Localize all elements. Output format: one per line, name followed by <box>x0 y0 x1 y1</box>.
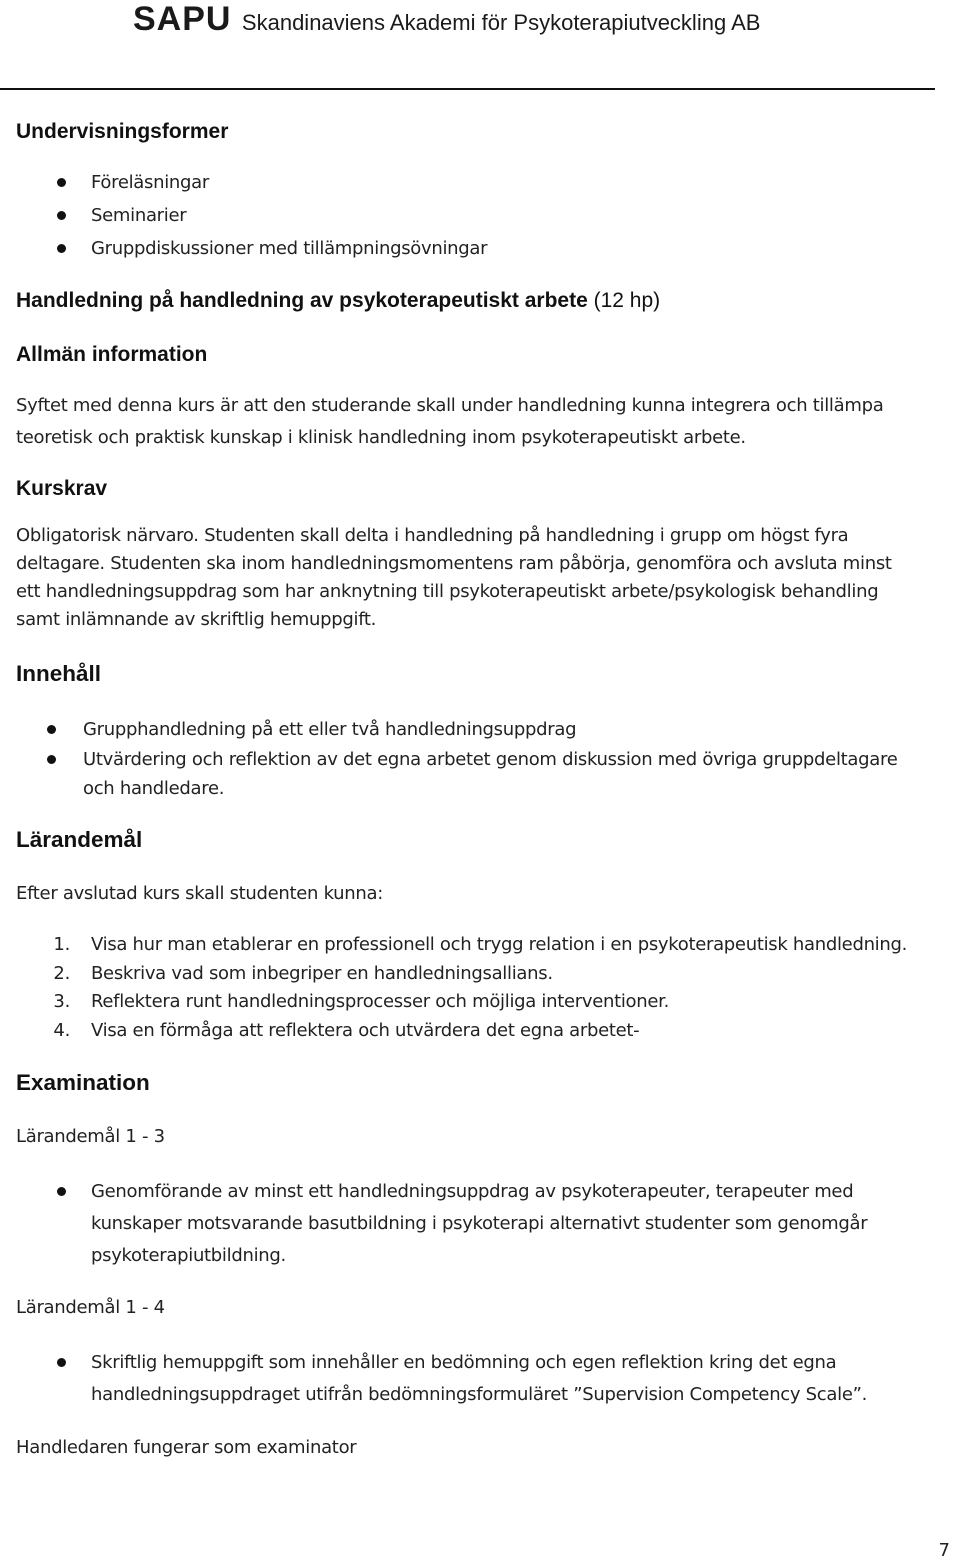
content-heading: Innehåll <box>16 661 102 686</box>
general-text: Syftet med denna kurs är att den studerande skall under handledning kunna integrera och tillämpa teoretisk och praktisk kunskap i klinisk handledning inom psykoterapeutiskt arbete. <box>16 395 884 448</box>
bullet-icon <box>57 1358 66 1367</box>
course-credits: (12 hp) <box>593 289 661 312</box>
objectives-intro: Efter avslutad kurs skall studenten kunna: <box>16 883 383 904</box>
page-number: 7 <box>938 1540 950 1561</box>
exam-group1-item: Genomförande av minst ett handledningsuppdrag av psykoterapeuter, terapeuter med kunskaper motsvarande basutbildning i psykoterapi alternativt studenter som genomgår psykoterapiutbildning. <box>0 1176 960 1272</box>
org-abbreviation: SAPU <box>133 0 232 38</box>
bullet-icon <box>57 1187 66 1196</box>
exam-group2-item: Skriftlig hemuppgift som innehåller en bedömning och egen reflektion kring det egna handledningsuppdraget utifrån bedömningsformuläret ”Supervision Competency Scale”. <box>0 1347 960 1411</box>
bullet-icon <box>57 244 66 253</box>
objectives-heading: Lärandemål <box>16 827 143 852</box>
general-heading: Allmän information <box>16 343 208 366</box>
document-header <box>133 0 760 39</box>
requirements-heading: Kurskrav <box>16 477 108 500</box>
teaching-heading: Undervisningsformer <box>16 120 229 143</box>
course-title: Handledning på handledning av psykoterapeutiskt arbete (12 hp) <box>16 289 661 312</box>
exam-group1-label: Lärandemål 1 - 3 <box>16 1126 165 1147</box>
bullet-icon <box>57 211 66 220</box>
header-divider <box>0 88 935 90</box>
examiner-note: Handledaren fungerar som examinator <box>16 1437 357 1458</box>
bullet-icon <box>47 755 56 764</box>
bullet-icon <box>57 178 66 187</box>
requirements-text: Obligatorisk närvaro. Studenten skall delta i handledning på handledning i grupp om högst fyra deltagare. Studenten ska inom handledningsmomentens ram påbörja, genomföra och avsluta minst ett handledningsuppdrag som har anknytning till psykoterapeutiskt arbete/psykologisk behandling samt inlämnande av skriftlig hemuppgift. <box>16 525 892 630</box>
examination-heading: Examination <box>16 1070 150 1095</box>
org-name: Skandinaviens Akademi för Psykoterapiutveckling AB <box>241 10 761 35</box>
exam-group2-label: Lärandemål 1 - 4 <box>16 1297 165 1318</box>
bullet-icon <box>47 725 56 734</box>
